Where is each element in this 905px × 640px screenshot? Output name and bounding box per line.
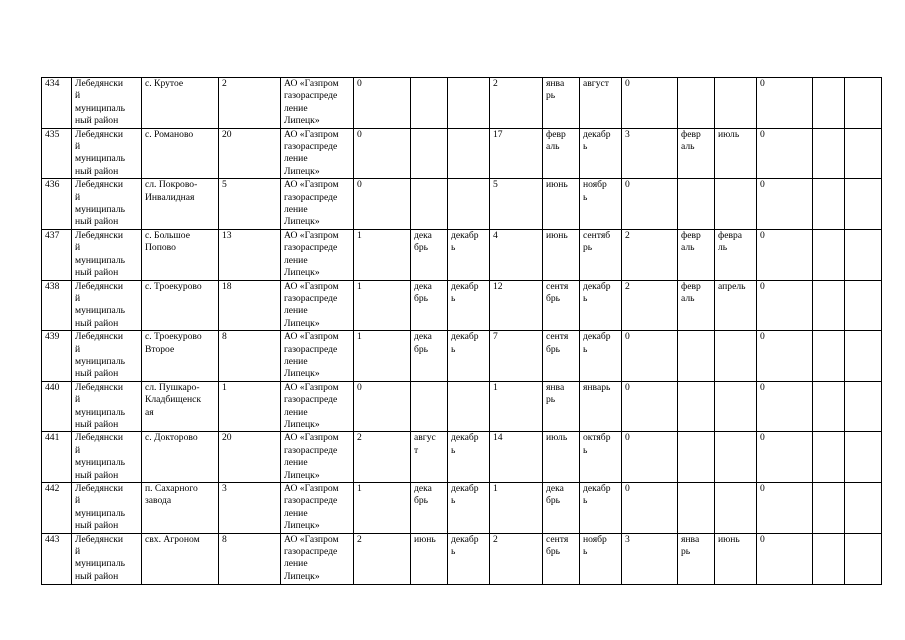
col-9-cell: июнь: [543, 229, 580, 280]
col-7-cell: декабр ь: [448, 432, 490, 483]
col-14-cell: 0: [757, 331, 813, 382]
col-12-cell: февр аль: [678, 128, 715, 179]
col-7-cell: [448, 78, 490, 129]
locality-cell: свх. Агроном: [142, 533, 219, 584]
col-5-cell: 0: [354, 78, 411, 129]
col-9-cell: янва рь: [543, 78, 580, 129]
col-11-cell: 3: [622, 533, 678, 584]
locality-cell: сл. Пушкаро- Кладбищенск ая: [142, 381, 219, 432]
district-cell: Лебедянски й муниципаль ный район: [72, 229, 142, 280]
col-13-cell: апрель: [715, 280, 757, 331]
col-11-cell: 0: [622, 381, 678, 432]
col-15-cell: [813, 179, 845, 230]
col-7-cell: декабр ь: [448, 331, 490, 382]
col-7-cell: декабр ь: [448, 533, 490, 584]
organization-cell: АО «Газпром газораспреде ление Липецк»: [281, 381, 354, 432]
organization-cell: АО «Газпром газораспреде ление Липецк»: [281, 179, 354, 230]
district-cell: Лебедянски й муниципаль ный район: [72, 179, 142, 230]
col-9-cell: янва рь: [543, 381, 580, 432]
col-11-cell: 0: [622, 432, 678, 483]
col-7-cell: декабр ь: [448, 280, 490, 331]
col-13-cell: [715, 381, 757, 432]
organization-cell: АО «Газпром газораспреде ление Липецк»: [281, 331, 354, 382]
organization-cell: АО «Газпром газораспреде ление Липецк»: [281, 280, 354, 331]
count-cell: 20: [219, 128, 281, 179]
organization-cell: АО «Газпром газораспреде ление Липецк»: [281, 128, 354, 179]
col-9-cell: дека брь: [543, 483, 580, 534]
col-6-cell: дека брь: [411, 483, 448, 534]
row-number-cell: 437: [42, 229, 72, 280]
district-cell: Лебедянски й муниципаль ный район: [72, 128, 142, 179]
col-13-cell: июль: [715, 128, 757, 179]
locality-cell: с. Докторово: [142, 432, 219, 483]
organization-cell: АО «Газпром газораспреде ление Липецк»: [281, 432, 354, 483]
col-15-cell: [813, 78, 845, 129]
col-16-cell: [845, 179, 882, 230]
col-12-cell: [678, 331, 715, 382]
organization-cell: АО «Газпром газораспреде ление Липецк»: [281, 78, 354, 129]
row-number-cell: 442: [42, 483, 72, 534]
col-16-cell: [845, 78, 882, 129]
table-row: [42, 229, 882, 280]
col-10-cell: сентяб рь: [580, 229, 622, 280]
col-15-cell: [813, 432, 845, 483]
count-cell: 5: [219, 179, 281, 230]
table-row: [42, 483, 882, 534]
col-8-cell: 2: [490, 533, 543, 584]
col-8-cell: 1: [490, 483, 543, 534]
col-5-cell: 1: [354, 483, 411, 534]
table-row: [42, 331, 882, 382]
locality-cell: п. Сахарного завода: [142, 483, 219, 534]
col-6-cell: [411, 128, 448, 179]
col-10-cell: ноябр ь: [580, 179, 622, 230]
col-11-cell: 0: [622, 331, 678, 382]
count-cell: 8: [219, 533, 281, 584]
col-14-cell: 0: [757, 533, 813, 584]
col-11-cell: 0: [622, 483, 678, 534]
col-7-cell: [448, 381, 490, 432]
table-row: [42, 280, 882, 331]
col-12-cell: [678, 179, 715, 230]
count-cell: 1: [219, 381, 281, 432]
col-14-cell: 0: [757, 229, 813, 280]
col-12-cell: [678, 432, 715, 483]
col-16-cell: [845, 229, 882, 280]
col-15-cell: [813, 280, 845, 331]
col-13-cell: [715, 331, 757, 382]
col-11-cell: 2: [622, 280, 678, 331]
locality-cell: с. Романово: [142, 128, 219, 179]
count-cell: 8: [219, 331, 281, 382]
district-cell: Лебедянски й муниципаль ный район: [72, 432, 142, 483]
col-5-cell: 1: [354, 229, 411, 280]
count-cell: 3: [219, 483, 281, 534]
col-11-cell: 3: [622, 128, 678, 179]
col-8-cell: 7: [490, 331, 543, 382]
col-8-cell: 17: [490, 128, 543, 179]
col-16-cell: [845, 280, 882, 331]
row-number-cell: 438: [42, 280, 72, 331]
district-cell: Лебедянски й муниципаль ный район: [72, 280, 142, 331]
table-row: [42, 533, 882, 584]
district-cell: Лебедянски й муниципаль ный район: [72, 483, 142, 534]
col-16-cell: [845, 331, 882, 382]
district-cell: Лебедянски й муниципаль ный район: [72, 533, 142, 584]
col-6-cell: [411, 381, 448, 432]
col-15-cell: [813, 331, 845, 382]
col-8-cell: 4: [490, 229, 543, 280]
col-7-cell: декабр ь: [448, 229, 490, 280]
col-12-cell: янва рь: [678, 533, 715, 584]
col-10-cell: октябр ь: [580, 432, 622, 483]
col-8-cell: 1: [490, 381, 543, 432]
col-13-cell: [715, 432, 757, 483]
district-cell: Лебедянски й муниципаль ный район: [72, 78, 142, 129]
col-14-cell: 0: [757, 483, 813, 534]
table-row: [42, 128, 882, 179]
col-9-cell: сентя брь: [543, 280, 580, 331]
col-7-cell: [448, 179, 490, 230]
col-14-cell: 0: [757, 381, 813, 432]
district-cell: Лебедянски й муниципаль ный район: [72, 331, 142, 382]
col-10-cell: декабр ь: [580, 280, 622, 331]
row-number-cell: 440: [42, 381, 72, 432]
col-11-cell: 0: [622, 179, 678, 230]
col-15-cell: [813, 229, 845, 280]
col-6-cell: дека брь: [411, 331, 448, 382]
organization-cell: АО «Газпром газораспреде ление Липецк»: [281, 483, 354, 534]
col-16-cell: [845, 483, 882, 534]
row-number-cell: 439: [42, 331, 72, 382]
locality-cell: с. Крутое: [142, 78, 219, 129]
district-cell: Лебедянски й муниципаль ный район: [72, 381, 142, 432]
col-16-cell: [845, 432, 882, 483]
col-6-cell: [411, 78, 448, 129]
col-7-cell: [448, 128, 490, 179]
col-13-cell: февра ль: [715, 229, 757, 280]
locality-cell: сл. Покрово- Инвалидная: [142, 179, 219, 230]
col-12-cell: [678, 381, 715, 432]
col-9-cell: сентя брь: [543, 533, 580, 584]
col-16-cell: [845, 128, 882, 179]
locality-cell: с. Большое Попово: [142, 229, 219, 280]
col-13-cell: июнь: [715, 533, 757, 584]
col-12-cell: февр аль: [678, 280, 715, 331]
col-6-cell: дека брь: [411, 229, 448, 280]
row-number-cell: 435: [42, 128, 72, 179]
col-8-cell: 12: [490, 280, 543, 331]
col-5-cell: 0: [354, 128, 411, 179]
col-10-cell: декабр ь: [580, 331, 622, 382]
col-14-cell: 0: [757, 280, 813, 331]
col-14-cell: 0: [757, 78, 813, 129]
locality-cell: с. Троекурово Второе: [142, 331, 219, 382]
col-15-cell: [813, 381, 845, 432]
col-15-cell: [813, 483, 845, 534]
col-11-cell: 2: [622, 229, 678, 280]
col-13-cell: [715, 78, 757, 129]
col-9-cell: сентя брь: [543, 331, 580, 382]
col-5-cell: 0: [354, 179, 411, 230]
col-14-cell: 0: [757, 432, 813, 483]
col-15-cell: [813, 533, 845, 584]
organization-cell: АО «Газпром газораспреде ление Липецк»: [281, 533, 354, 584]
col-10-cell: январь: [580, 381, 622, 432]
col-16-cell: [845, 381, 882, 432]
col-15-cell: [813, 128, 845, 179]
col-8-cell: 5: [490, 179, 543, 230]
col-10-cell: август: [580, 78, 622, 129]
col-9-cell: июнь: [543, 179, 580, 230]
organization-cell: АО «Газпром газораспреде ление Липецк»: [281, 229, 354, 280]
col-13-cell: [715, 179, 757, 230]
col-14-cell: 0: [757, 179, 813, 230]
count-cell: 2: [219, 78, 281, 129]
col-6-cell: [411, 179, 448, 230]
col-5-cell: 0: [354, 381, 411, 432]
col-12-cell: [678, 78, 715, 129]
table-row: [42, 381, 882, 432]
row-number-cell: 436: [42, 179, 72, 230]
col-10-cell: декабр ь: [580, 483, 622, 534]
col-6-cell: дека брь: [411, 280, 448, 331]
col-5-cell: 2: [354, 432, 411, 483]
count-cell: 13: [219, 229, 281, 280]
col-5-cell: 1: [354, 280, 411, 331]
col-9-cell: февр аль: [543, 128, 580, 179]
table-row: [42, 179, 882, 230]
col-8-cell: 2: [490, 78, 543, 129]
gasification-table: [41, 77, 882, 585]
col-12-cell: [678, 483, 715, 534]
col-12-cell: февр аль: [678, 229, 715, 280]
count-cell: 18: [219, 280, 281, 331]
col-13-cell: [715, 483, 757, 534]
table-row: [42, 78, 882, 129]
col-6-cell: авгус т: [411, 432, 448, 483]
col-5-cell: 1: [354, 331, 411, 382]
col-16-cell: [845, 533, 882, 584]
col-8-cell: 14: [490, 432, 543, 483]
col-14-cell: 0: [757, 128, 813, 179]
table-row: [42, 432, 882, 483]
locality-cell: с. Троекурово: [142, 280, 219, 331]
col-10-cell: ноябр ь: [580, 533, 622, 584]
row-number-cell: 443: [42, 533, 72, 584]
col-5-cell: 2: [354, 533, 411, 584]
col-9-cell: июль: [543, 432, 580, 483]
col-11-cell: 0: [622, 78, 678, 129]
col-6-cell: июнь: [411, 533, 448, 584]
count-cell: 20: [219, 432, 281, 483]
col-10-cell: декабр ь: [580, 128, 622, 179]
col-7-cell: декабр ь: [448, 483, 490, 534]
row-number-cell: 434: [42, 78, 72, 129]
row-number-cell: 441: [42, 432, 72, 483]
